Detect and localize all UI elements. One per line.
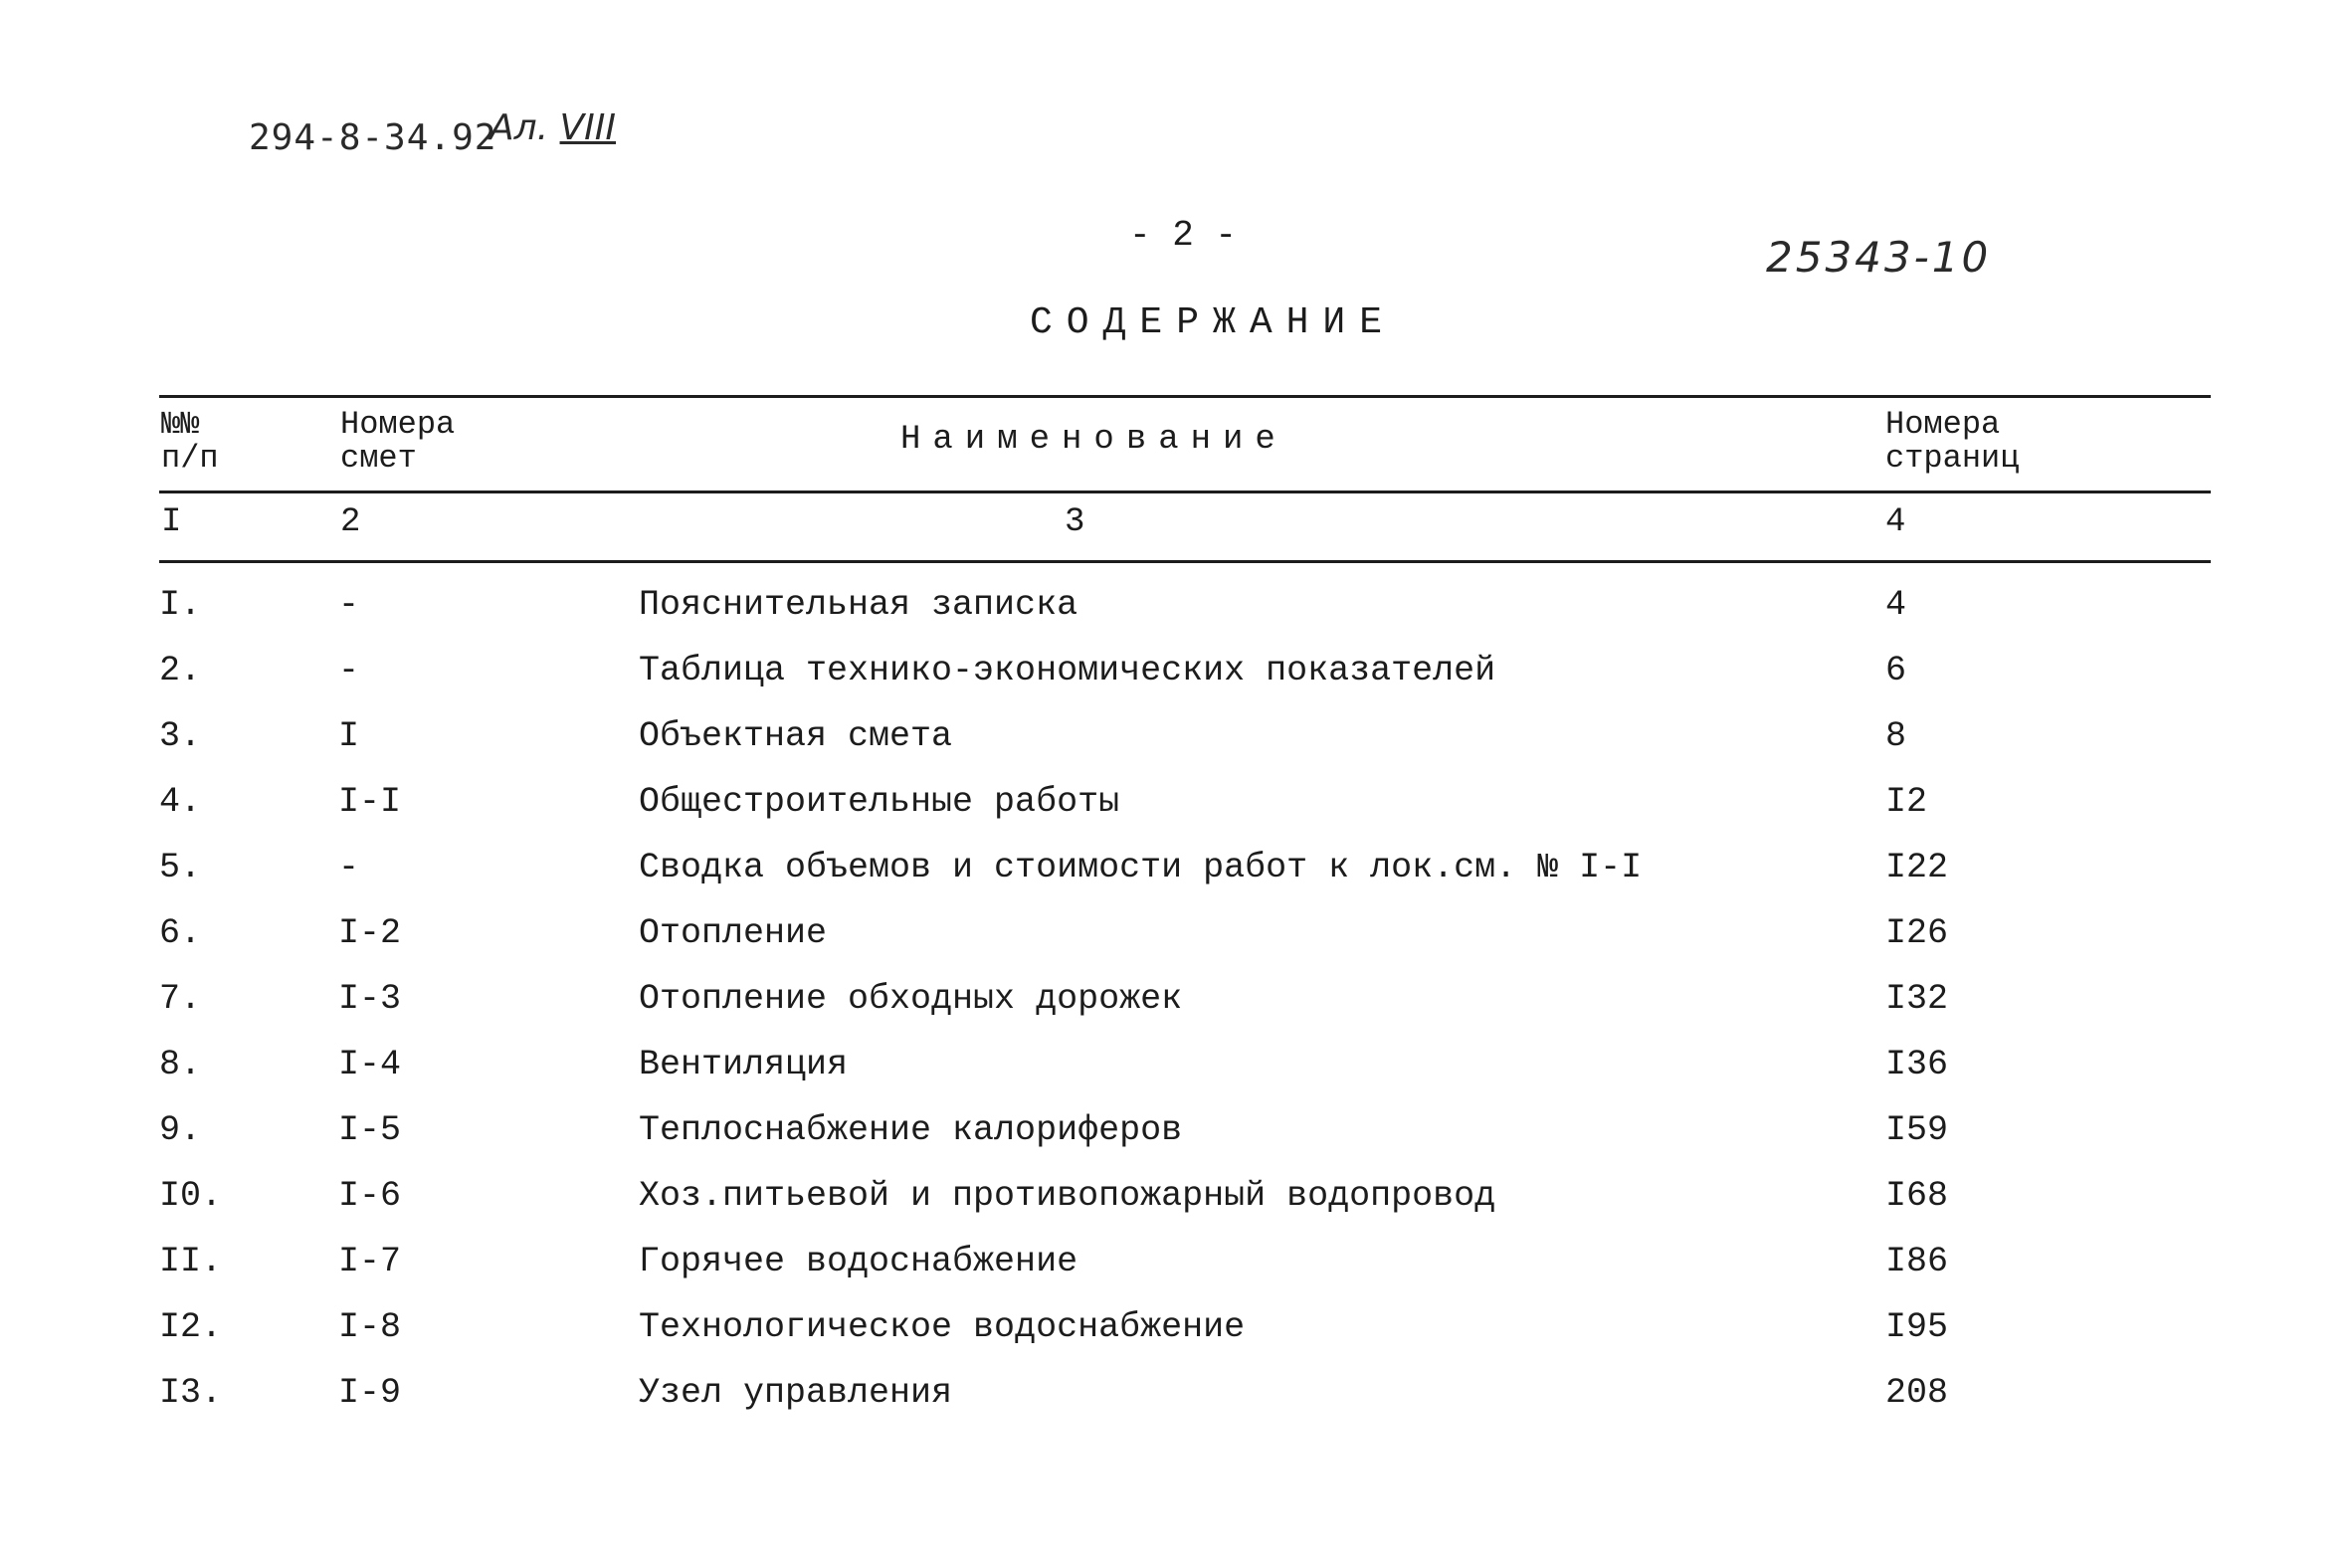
header-estimate-number bbox=[340, 408, 499, 476]
table-row bbox=[0, 848, 2351, 913]
row-estimate: I bbox=[338, 716, 360, 756]
row-page: I68 bbox=[1885, 1176, 1949, 1216]
header-page-numbers bbox=[1885, 408, 2084, 476]
row-name: Таблица технико-экономических показателей bbox=[639, 651, 1496, 690]
row-estimate: I-2 bbox=[338, 913, 402, 953]
row-name: Общестроительные работы bbox=[639, 782, 1120, 822]
row-estimate: - bbox=[338, 848, 360, 887]
row-page: I2 bbox=[1885, 782, 1928, 822]
row-page: I59 bbox=[1885, 1110, 1949, 1150]
row-number: I. bbox=[159, 585, 202, 625]
row-name: Объектная смета bbox=[639, 716, 953, 756]
row-name: Технологическое водоснабжение bbox=[639, 1307, 1246, 1347]
document-title: СОДЕРЖАНИЕ bbox=[1030, 301, 1397, 344]
column-number-2: 2 bbox=[340, 503, 361, 541]
row-estimate: - bbox=[338, 651, 360, 690]
row-number: 2. bbox=[159, 651, 202, 690]
sheet-prefix: Ал. bbox=[490, 107, 549, 148]
row-number: II. bbox=[159, 1242, 223, 1281]
row-page: 6 bbox=[1885, 651, 1907, 690]
table-row bbox=[0, 585, 2351, 651]
column-number-1: I bbox=[161, 503, 182, 541]
row-number: 3. bbox=[159, 716, 202, 756]
archive-number: 25343-10 bbox=[1766, 233, 1992, 282]
row-number: I0. bbox=[159, 1176, 223, 1216]
row-page: I86 bbox=[1885, 1242, 1949, 1281]
row-name: Сводка объемов и стоимости работ к лок.см. № I-I bbox=[639, 848, 1643, 887]
page-number: - 2 - bbox=[1129, 215, 1238, 256]
row-page: I95 bbox=[1885, 1307, 1949, 1347]
table-row bbox=[0, 1176, 2351, 1242]
row-name: Отопление обходных дорожек bbox=[639, 979, 1183, 1019]
row-estimate: I-9 bbox=[338, 1373, 402, 1413]
row-page: 8 bbox=[1885, 716, 1907, 756]
table-row bbox=[0, 782, 2351, 848]
table-top-rule bbox=[159, 395, 2211, 398]
document-code: 294-8-34.92 bbox=[249, 117, 497, 158]
row-estimate: I-6 bbox=[338, 1176, 402, 1216]
header-row-number bbox=[161, 408, 251, 476]
row-page: 4 bbox=[1885, 585, 1907, 625]
row-name: Теплоснабжение калориферов bbox=[639, 1110, 1183, 1150]
table-header-rule bbox=[159, 490, 2211, 493]
row-number: I2. bbox=[159, 1307, 223, 1347]
row-name: Узел управления bbox=[639, 1373, 953, 1413]
row-page: I26 bbox=[1885, 913, 1949, 953]
row-estimate: I-3 bbox=[338, 979, 402, 1019]
row-name: Горячее водоснабжение bbox=[639, 1242, 1078, 1281]
header-estimate-line2: смет bbox=[340, 440, 417, 477]
header-estimate-line1: Номера bbox=[340, 406, 456, 443]
header-row-number-line1: №№ bbox=[161, 406, 200, 443]
table-row bbox=[0, 1242, 2351, 1307]
sheet-annotation bbox=[490, 107, 616, 148]
row-page: I36 bbox=[1885, 1045, 1949, 1084]
column-number-4: 4 bbox=[1885, 503, 1906, 541]
row-number: I3. bbox=[159, 1373, 223, 1413]
row-estimate: I-I bbox=[338, 782, 402, 822]
row-page: I32 bbox=[1885, 979, 1949, 1019]
table-row bbox=[0, 979, 2351, 1045]
header-name: Наименование bbox=[900, 421, 1287, 459]
header-pages-line1: Номера bbox=[1885, 406, 2001, 443]
table-row bbox=[0, 651, 2351, 716]
row-name: Вентиляция bbox=[639, 1045, 849, 1084]
row-estimate: I-8 bbox=[338, 1307, 402, 1347]
contents-table-body bbox=[0, 585, 2351, 1439]
table-row bbox=[0, 913, 2351, 979]
header-row-number-line2: п/п bbox=[161, 440, 219, 477]
row-number: 9. bbox=[159, 1110, 202, 1150]
table-row bbox=[0, 1307, 2351, 1373]
table-row bbox=[0, 1045, 2351, 1110]
row-name: Хоз.питьевой и противопожарный водопровод bbox=[639, 1176, 1496, 1216]
row-number: 7. bbox=[159, 979, 202, 1019]
header-pages-line2: страниц bbox=[1885, 440, 2020, 477]
row-name: Пояснительная записка bbox=[639, 585, 1078, 625]
sheet-roman: VIII bbox=[559, 107, 617, 148]
row-estimate: - bbox=[338, 585, 360, 625]
row-estimate: I-7 bbox=[338, 1242, 402, 1281]
row-number: 6. bbox=[159, 913, 202, 953]
column-number-3: 3 bbox=[1065, 503, 1085, 541]
row-number: 8. bbox=[159, 1045, 202, 1084]
table-row bbox=[0, 1373, 2351, 1439]
row-number: 5. bbox=[159, 848, 202, 887]
table-body-rule bbox=[159, 560, 2211, 563]
row-page: I22 bbox=[1885, 848, 1949, 887]
table-row bbox=[0, 1110, 2351, 1176]
table-row bbox=[0, 716, 2351, 782]
row-estimate: I-4 bbox=[338, 1045, 402, 1084]
row-page: 208 bbox=[1885, 1373, 1949, 1413]
row-number: 4. bbox=[159, 782, 202, 822]
row-name: Отопление bbox=[639, 913, 828, 953]
row-estimate: I-5 bbox=[338, 1110, 402, 1150]
